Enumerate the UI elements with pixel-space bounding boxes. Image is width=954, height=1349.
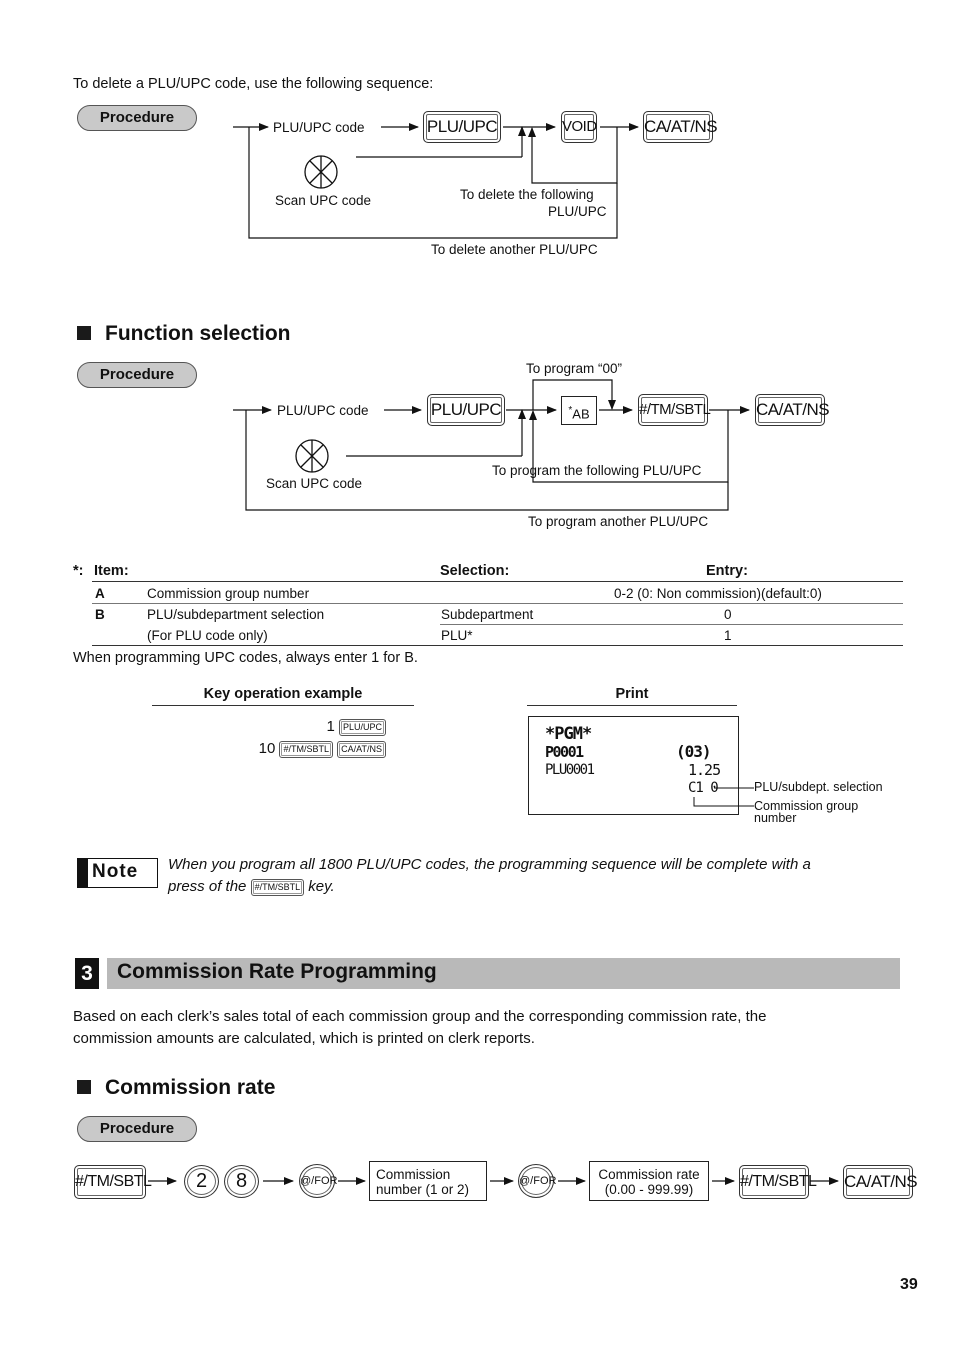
table-row-b-selection: Subdepartment [441,607,534,622]
plu-upc-small-key: PLU/UPC [339,719,386,736]
table-header-entry: Entry: [706,563,748,579]
callout-lines [680,780,760,810]
callout-commission-group-2: number [754,811,797,825]
program-another-label: To program another PLU/UPC [528,514,709,529]
ca-at-ns-key-3: CA/AT/NS [843,1165,913,1199]
table-row-c-entry: 1 [724,628,732,643]
procedure-badge: Procedure [77,362,197,388]
receipt-pgm: *PGM* [545,724,592,744]
key-op-line-2: 10 #/TM/SBTL CA/AT/NS [200,740,386,758]
table-header-item: Item: [94,563,129,579]
tm-sbtl-small-key: #/TM/SBTL [279,741,333,758]
bullet-square-icon [77,326,91,340]
key-operation-title: Key operation example [203,686,363,702]
plu-upc-key-2: PLU/UPC [427,394,505,426]
note-text-2: press of the #/TM/SBTL key. [168,878,335,895]
program-following-label: To program the following PLU/UPC [492,463,702,478]
table-row-b-entry: 0 [724,607,732,622]
note-text-1: When you program all 1800 PLU/UPC codes, the programming sequence will be complete with a [168,856,811,873]
table-row-b-code: B [95,607,105,622]
scan-icon-1 [305,156,337,188]
callout-plu-subdept: PLU/subdept. selection [754,780,883,794]
table-rule [92,603,903,604]
commission-rate-heading: Commission rate [77,1076,275,1100]
table-rule [92,645,903,646]
scan-icon-2 [296,440,328,472]
delete-following-label: To delete the following [460,187,594,202]
print-title: Print [615,686,649,702]
receipt-plu: PLU0001 [545,762,594,778]
void-key: VOID [561,111,597,143]
digit-8-key: 8 [224,1165,259,1198]
section-title-bar [107,958,900,989]
procedure-badge: Procedure [77,1116,197,1142]
digit-2-key: 2 [184,1165,219,1198]
commission-rate-box: Commission rate (0.00 - 999.99) [589,1161,709,1201]
delete-another-label: To delete another PLU/UPC [431,242,598,257]
receipt-p-code: P0001 [545,743,583,761]
print-rule [527,705,737,706]
key-op-line-1: 1 PLU/UPC [200,718,386,736]
intro-text: To delete a PLU/UPC code, use the following sequence: [73,76,434,92]
callout-commission-group: Commission group [754,799,859,813]
table-header-selection: Selection: [440,563,510,579]
flow-lines [0,0,954,560]
tm-sbtl-key-1: #/TM/SBTL [638,394,708,426]
to-program-00-label: To program “00” [526,361,623,376]
page-number: 39 [900,1276,918,1293]
tm-sbtl-small-key: #/TM/SBTL [251,879,305,896]
ca-at-ns-key-1: CA/AT/NS [643,111,713,143]
table-star: *: [73,563,84,579]
tm-sbtl-key-2: #/TM/SBTL [74,1165,146,1199]
for-key-2: @/FOR [518,1164,554,1198]
section-body-1: Based on each clerk’s sales total of each commission group and the corresponding commission rate, the [73,1008,767,1025]
scan-label-2: Scan UPC code [266,476,363,491]
plu-upc-key-1: PLU/UPC [423,111,501,143]
commission-number-box: Commission number (1 or 2) [369,1161,487,1201]
plu-code-label-1: PLU/UPC code [273,120,365,135]
plu-code-label-2: PLU/UPC code [277,403,369,418]
receipt-mode: (03) [676,742,711,761]
table-rule [440,624,903,625]
ab-entry-box: *AB [561,396,597,425]
table-footnote: When programming UPC codes, always enter 1 for B. [73,650,418,666]
section-title: Commission Rate Programming [117,960,437,983]
bullet-square-icon [77,1080,91,1094]
table-row-a-item: Commission group number [147,586,310,601]
table-rule [92,581,903,582]
table-row-a-code: A [95,586,105,601]
ca-at-ns-small-key: CA/AT/NS [337,741,386,758]
section-body-2: commission amounts are calculated, which is printed on clerk reports. [73,1030,535,1047]
note-badge: Note [77,858,158,888]
tm-sbtl-key-3: #/TM/SBTL [739,1165,809,1199]
procedure-badge: Procedure [77,105,197,131]
receipt-c-setting: C1 0 [688,780,718,796]
scan-label-1: Scan UPC code [275,193,372,208]
table-row-b-item: PLU/subdepartment selection [147,607,325,622]
table-row-c-selection: PLU* [441,628,473,643]
receipt-price: 1.25 [688,761,721,779]
for-key-1: @/FOR [299,1164,335,1198]
table-row-c-item: (For PLU code only) [147,628,268,643]
delete-following-label-2: PLU/UPC [548,204,607,219]
key-op-rule [152,705,414,706]
ca-at-ns-key-2: CA/AT/NS [755,394,825,426]
function-selection-heading: Function selection [77,322,291,346]
table-row-a-entry: 0-2 (0: Non commission)(default:0) [614,586,822,601]
section-number: 3 [75,958,99,989]
